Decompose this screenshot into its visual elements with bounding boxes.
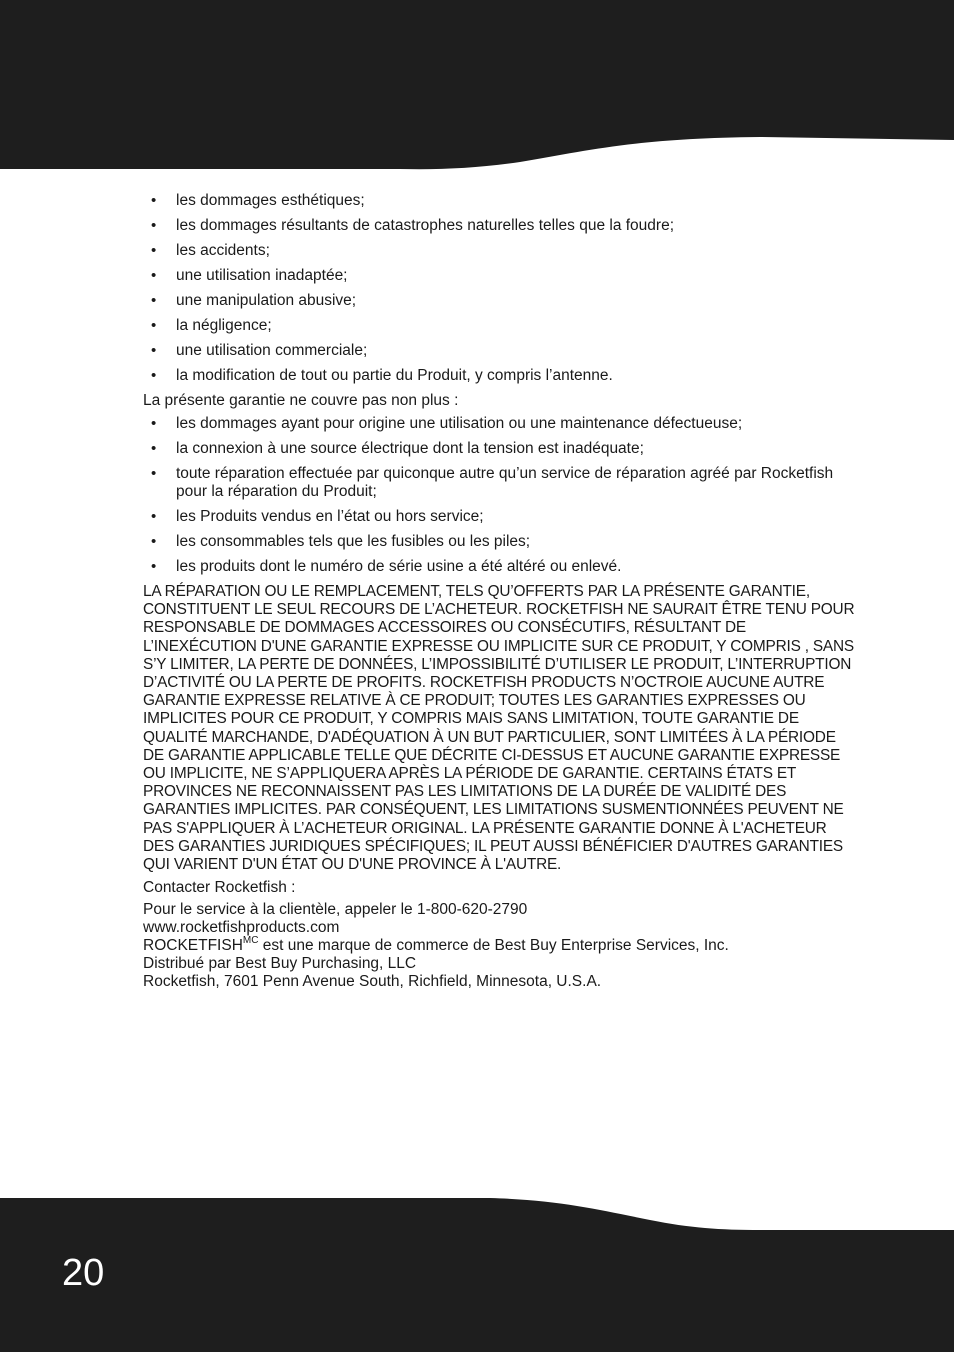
list-item: • les dommages résultants de catastrophes naturelles telles que la foudre; [151,217,675,234]
list-item: • les consommables tels que les fusibles ou les piles; [151,533,531,550]
bullet-icon: • [151,558,157,575]
list-item: • la négligence; [151,317,272,334]
trademark-text: est une marque de commerce de Best Buy Enterprise Services, Inc. [258,937,729,955]
footer-band [0,1190,954,1352]
bullet-icon: • [151,440,157,457]
list-item: • les Produits vendus en l’état ou hors service; [151,508,484,525]
list-item: • une manipulation abusive; [151,292,357,309]
list-item: • la modification de tout ou partie du Produit, y compris l’antenne. [151,367,613,384]
legal-disclaimer: LA RÉPARATION OU LE REMPLACEMENT, TELS QU’OFFERTS PAR LA PRÉSENTE GARANTIE, CONSTITUENT LE SEUL RECOURS DE L’ACHETEUR. ROCKETFISH NE SAURAIT ÊTRE TENU POUR RESPONSABLE DE DOMMAGES ACCESSOIRES OU CONSÉCUTIFS, RÉSULTANT DE L’INEXÉCUTION D'UNE GARANTIE EXPRESSE OU IMPLICITE SUR CE PRODUIT, Y COMPRIS , SANS S’Y LIMITER, LA PERTE DE DONNÉES, L’IMPOSSIBILITÉ D’UTILISER LE PRODUIT, L’INTERRUPTION D’ACTIVITÉ OU LA PERTE DE PROFITS. ROCKETFISH PRODUCTS N’OCTROIE AUCUNE AUTRE GARANTIE EXPRESSE RELATIVE À CE PRODUIT; TOUTES LES GARANTIES EXPRESSES OU IMPLICITES POUR CE PRODUIT, Y COMPRIS MAIS SANS LIMITATION, TOUTE GARANTIE DE QUALITÉ MARCHANDE, D'ADÉQUATION À UN BUT PARTICULIER, SONT LIMITÉES À LA PÉRIODE DE GARANTIE APPLICABLE TELLE QUE DÉCRITE CI-DESSUS ET AUCUNE GARANTIE EXPRESSE OU IMPLICITE, NE S’APPLIQUERA APRÈS LA PÉRIODE DE GARANTIE. CERTAINS ÉTATS ET PROVINCES NE RECONNAISSENT PAS LES LIMITATIONS DE LA DURÉE DE VALIDITÉ DES GARANTIES IMPLICITES. PAR CONSÉQUENT, LES LIMITATIONS SUSMENTIONNÉES PEUVENT NE PAS S'APPLIQUER À L’ACHETEUR ORIGINAL. LA PRÉSENTE GARANTIE DONNE À L'ACHETEUR DES GARANTIES JURIDIQUES SPÉCIFIQUES; IL PEUT AUSSI BÉNÉFICIER D'AUTRES GARANTIES QUI VARIENT D'UN ÉTAT OU D'UNE PROVINCE À L'AUTRE. [143,583,855,874]
list-item: • les dommages esthétiques; [151,192,365,209]
trademark-line [143,937,858,955]
exclusions-list-1 [143,192,858,385]
list-item: • une utilisation inadaptée; [151,267,348,284]
bullet-icon: • [151,533,157,550]
list-item: • les accidents; [151,242,270,259]
list-item: • une utilisation commerciale; [151,342,368,359]
exclusions-list-2 [143,415,858,576]
address-line: Rocketfish, 7601 Penn Avenue South, Richfield, Minnesota, U.S.A. [143,973,602,991]
brand-name: ROCKETFISH [143,937,243,955]
bullet-icon: • [151,508,157,525]
brand-mark: MC [242,935,259,947]
bullet-icon: • [151,242,157,259]
header-band [0,0,954,175]
list-item: • la connexion à une source électrique dont la tension est inadéquate; [151,440,644,457]
bullet-icon: • [151,192,157,209]
bullet-icon: • [151,267,157,284]
bullet-icon: • [151,367,157,384]
list-item: • les produits dont le numéro de série usine a été altéré ou enlevé. [151,558,622,575]
bullet-icon: • [151,465,157,482]
contact-block [143,901,858,991]
list-item: • les dommages ayant pour origine une utilisation ou une maintenance défectueuse; [151,415,743,432]
exclusions-intro: La présente garantie ne couvre pas non plus : [143,392,459,409]
bullet-icon: • [151,415,157,432]
bullet-icon: • [151,317,157,334]
bullet-icon: • [151,292,157,309]
website-link[interactable]: www.rocketfishproducts.com [143,919,340,937]
page-number: 20 [62,1252,105,1294]
bullet-icon: • [151,342,157,359]
page-content [143,192,858,991]
distributor-line: Distribué par Best Buy Purchasing, LLC [143,955,417,973]
footer-wave-shape [0,1190,954,1352]
header-wave-shape [0,0,954,175]
contact-title: Contacter Rocketfish : [143,879,296,897]
customer-service-line: Pour le service à la clientèle, appeler le 1-800-620-2790 [143,901,528,919]
bullet-icon: • [151,217,157,234]
list-item: • toute réparation effectuée par quiconque autre qu’un service de réparation agréé par Rocketfish pour la réparation du Produit; [151,465,834,500]
